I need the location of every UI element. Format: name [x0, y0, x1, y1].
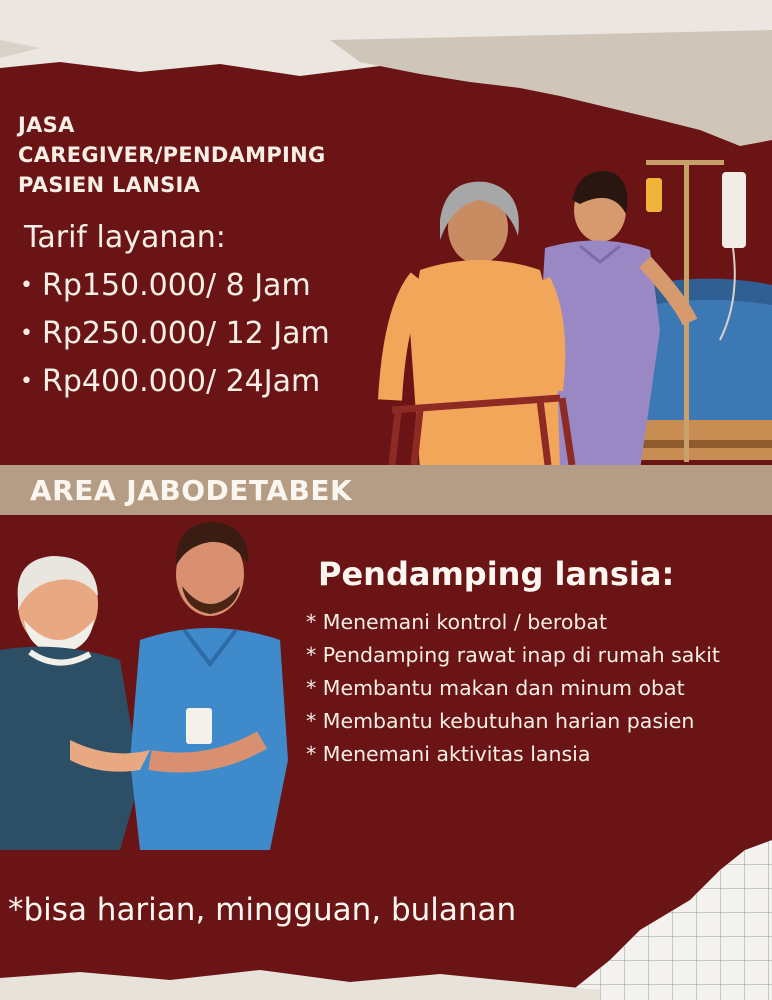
service-item: * Menemani aktivitas lansia	[306, 742, 591, 766]
page-title	[18, 110, 326, 200]
tarif-heading: Tarif layanan:	[24, 220, 226, 255]
service-item: * Membantu makan dan minum obat	[306, 676, 685, 700]
service-item: * Menemani kontrol / berobat	[306, 610, 608, 634]
price-item: • Rp400.000/ 24Jam	[20, 358, 330, 406]
price-item: • Rp250.000/ 12 Jam	[20, 310, 330, 358]
title-line-1: JASA	[18, 113, 75, 137]
price-item: • Rp150.000/ 8 Jam	[20, 262, 330, 310]
title-line-3: PASIEN LANSIA	[18, 173, 201, 197]
footnote: *bisa harian, mingguan, bulanan	[8, 892, 517, 928]
services-title: Pendamping lansia:	[318, 555, 675, 593]
services-list	[306, 606, 766, 771]
area-label: AREA JABODETABEK	[30, 474, 353, 507]
service-item: * Membantu kebutuhan harian pasien	[306, 709, 695, 733]
title-line-2: CAREGIVER/PENDAMPING	[18, 143, 326, 167]
price-list	[20, 262, 330, 406]
service-item: * Pendamping rawat inap di rumah sakit	[306, 643, 720, 667]
